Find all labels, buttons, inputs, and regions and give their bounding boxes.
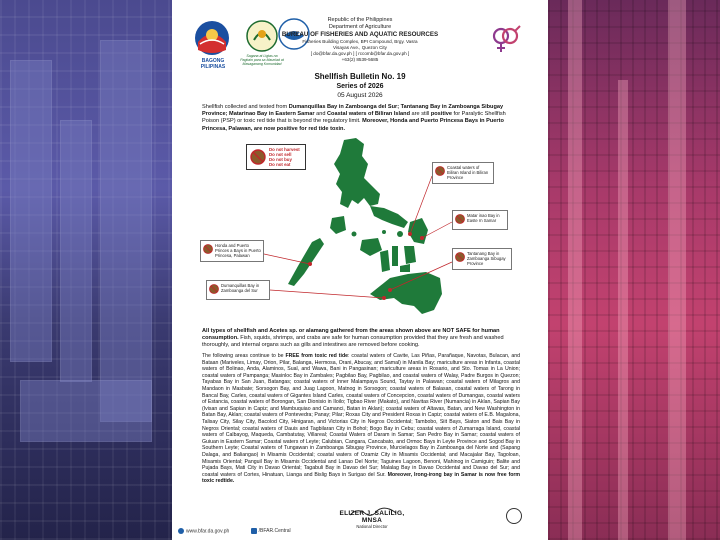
callout-honda: Honda and Puerto Princes a Bays in Puerto Princesa, Palawan [200,240,264,262]
bureau-name: BUREAU OF FISHERIES AND AQUATIC RESOURCES [281,31,439,38]
background-left [0,0,172,540]
legend-line-sell: Do not sell [269,152,292,157]
bulletin-document [172,0,548,540]
free-areas-paragraph: The following areas continue to be FREE from toxic red tide: coastal waters of Cavite, Las Piñas, Parañaque, Navotas, Bulacan, and Bataan (Mariveles, Limay, Orion, Pilar, Balanga, Hermosa, Orani, Abucay, and Samal) in Manila Bay; mariculture areas in Infanta, coastal waters of Bolinao, Anda, Alaminos, Sual, and Wawa, Bani in Pangasinan; mariculture areas in Rosario, and Sto. Tomas in La Union; coastal waters of Pampanga; Masinloc Bay in Zambales; Pagbilao Bay, Pagbilao, and coastal waters of Walay, Padre Burgos in Quezon; Tayabas Bay in San Juan, Batangas; coastal waters of Inner Malampaya Sound, Taytay in Palawan; coastal waters of Milagros and Mandaon in Masbate; Sorsogon Bay, and Juag Lagoon, Matnog in Sorsogon; coastal waters of Balasan, coastal waters of Tarong in Bancal Bay, Carles, coastal waters of Gigantes Island Carles, coastal waters of Concepcion, coastal waters of Dumangas, coastal waters of Estancia, coastal waters of Borongan, San Dionisio in Iloilo; Tigbao River (Makato), and Navitas River (Numancia) in Aklan, Sapian Bay (Ivisan and Sapian in Capiz; and Mambuquiao and Camanci, Batan in Aklan); coastal waters of Altavas, Batan, and New Washington in Batan Bay, Aklan; coastal waters of Pontevedra; Panay; Pilar; Roxas City and President Roxas in Capiz; coastal waters of E.B. Magalona, Talisay City, Silay City, Bacolod City, Hinigaran, and Victorias City in Negros Occidental; Tambobo, Siit Bays, Siaton and Bais Bay in Negros Oriental; coastal waters of Dauis and Tagbilaran City in Bohol; Bogo Bay in Cebu; coastal waters of Zumarraga Island, coastal waters of Calbayog, Maqueda, Cambatutay, Villareal; Coastal Waters of Daram in Samar; San Pedro Bay in Samar; coastal waters of Guiuan in Eastern Samar; Coastal waters of Leyte; Calubian, Cangara, Cancabato, and Ormoc Bays in Leyte Province and Sogod Bay in Southern Leyte; Coastal waters of Tungawan in Zamboanga Sibugay Province, Murcielagos Bay in Zamboanga del Norte and (Sapang Dalaga, and Baliangao) in Misamis Occidental; coastal waters of Ozamiz City in Misamis Occidental; and Macajalar Bay, Tagoloan, Misamis Oriental; Panguil Bay in Misamis Occidental and Lanao Del Norte; Taguines Lagoon, Benoni, Mahinog in Camiguin; Balite and Pujada Bays, Mati City in Davao Oriental; Tagabuli Bay in Davao del Sur; Malalag Bay in Davao Occidental and Davao del Sur; and coastal waters of Cortes, Hinatuan, Lianga and Bislig Bays in Surigao del Sur. Moreover, Irong-irong bay in Samar is now free form toxic redtide. [202,353,520,485]
legend-line-buy: Do not buy [269,157,292,162]
warning-legend [246,144,306,170]
letterhead [172,17,548,63]
no-shellfish-icon [455,214,465,224]
signature-block [332,510,412,529]
da-tagline: Sagana at Ligtas na Pagkain para sa Maunlad at Masaganang Komunidad [240,54,284,66]
footer-website[interactable]: www.bfar.da.gov.ph [186,528,230,535]
facebook-icon [251,528,257,534]
callout-matarinao: Matar inao Bay in Easte rn Samar [452,210,508,230]
signatory-role: National Director [356,524,388,529]
signatory-name: ELIZER J. SALILIG, MNSA [339,510,405,524]
intro-paragraph: Shellfish collected and tested from Dumanquillas Bay in Zamboanga del Sur; Tantanang Bay in Zamboanga Sibugay Province; Matarinao Bay in Eastern Samar and Coastal waters of Biliran Island are still positive for Paralytic Shellfish Poison (PSP) or toxic red tide that is beyond the regulatory limit. Moreover, Honda and Puerto Princesa Bays in Puerto Princesa, Palawan, are now positive for red tide toxin. [202,104,506,132]
no-shellfish-icon [203,244,213,254]
bulletin-series: Series of 2026 [336,83,384,90]
address-line-2: Visayas Ave., Quezon City [333,45,387,50]
callout-biliran: Coastal waters of Biliran Island in Biliran Province [432,162,494,184]
no-shellfish-icon [435,166,445,176]
legend-line-eat: Do not eat [269,162,291,167]
footer-facebook[interactable]: /BFAR.Central [258,528,291,535]
no-shellfish-icon [209,284,219,294]
bulletin-date: 05 August 2026 [337,92,383,99]
bagong-pilipinas-label: BAGONG PILIPINAS [200,58,226,70]
legend-line-harvest: Do not harvest [269,147,300,152]
department-line: Department of Agriculture [328,24,392,30]
footer [178,528,291,534]
iso-seal-icon [506,508,522,524]
background-right [548,0,720,540]
republic-line: Republic of the Philippines [327,17,393,23]
contact-emails: [ do@bfar.da.gov.ph ] [ rccomb@bfar.da.gov.ph ] [310,51,410,56]
philippines-map-area [194,134,526,324]
no-shellfish-icon [250,149,266,165]
callout-dumanquillas: Dumanquillas Bay in Zamboanga del Sur [206,280,270,300]
bulletin-title-block [172,72,548,100]
contact-phone: +63(2) 8539-5685 [341,57,379,62]
address-line-1: Fisheries Building Complex, BPI Compound, Brgy. Vasra [302,39,418,44]
legend-lines [269,147,300,167]
safety-paragraph: All types of shellfish and Acetes sp. or alamang gathered from the areas shown above are NOT SAFE for human consumption. Fish, squids, shrimps, and crabs are safe for human consumption provided that they are fresh and washed thoroughly, and internal organs such as gills and intestines are removed before cooking. [202,328,504,349]
callout-tantanang: Tantanang Bay in Zamboanga Sibugay Province [452,248,512,270]
no-shellfish-icon [455,252,465,262]
globe-icon [178,528,184,534]
bulletin-title: Shellfish Bulletin No. 19 [314,72,406,81]
